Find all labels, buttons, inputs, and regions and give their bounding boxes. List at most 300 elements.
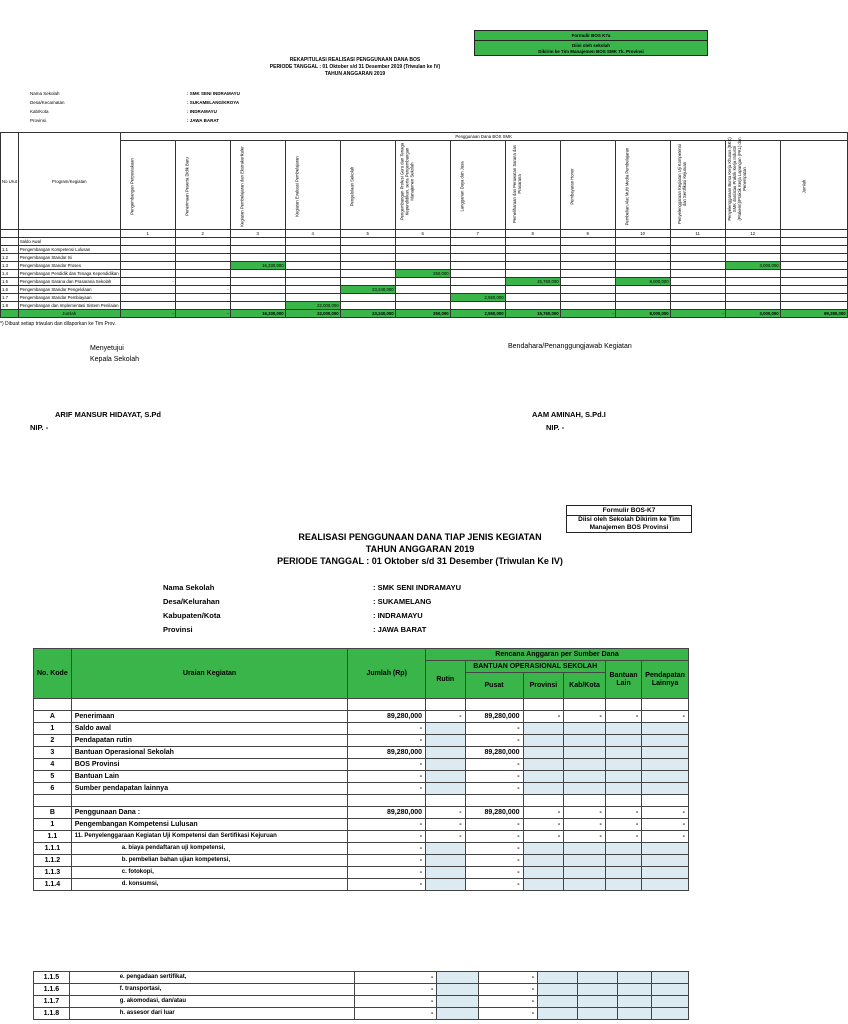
- row-cell: [725, 254, 780, 262]
- row-cell: [670, 262, 725, 270]
- col-header-text: Jumlah: [801, 179, 807, 194]
- col-header-2: [175, 141, 230, 230]
- row-label: f. transportasi,: [69, 984, 355, 996]
- row-cell: -: [120, 278, 175, 286]
- row-cell-lain: [605, 783, 641, 795]
- row-label: Bantuan Operasional Sekolah: [71, 747, 348, 759]
- row-cell-jumlah: -: [348, 879, 426, 891]
- row-cell-jumlah: -: [355, 1008, 437, 1020]
- col-header-10: [615, 141, 670, 230]
- row-cell-kab: [564, 795, 606, 807]
- row-cell-pusat: -: [465, 819, 523, 831]
- row-cell: [450, 254, 505, 262]
- row-cell: [560, 246, 615, 254]
- row-cell-lain: [617, 996, 651, 1008]
- treasurer-nip: NIP. -: [546, 423, 565, 432]
- row-cell: [340, 262, 395, 270]
- row-code: A: [34, 711, 72, 723]
- total-cell: -: [670, 310, 725, 318]
- row-cell: [120, 286, 175, 294]
- row-cell-pusat: [465, 795, 523, 807]
- col-header-1: [120, 141, 175, 230]
- realization-row: [34, 819, 689, 831]
- row-cell-lain: [605, 747, 641, 759]
- row-cell: [670, 294, 725, 302]
- col-pend-header: Pendapatan Lainnya: [642, 661, 689, 699]
- col-number: 1: [120, 230, 175, 238]
- treasurer-title: Bendahara/Penanggungjawab Kegiatan: [508, 343, 632, 350]
- row-cell-rutin: [426, 783, 466, 795]
- row-cell-pend: [651, 996, 688, 1008]
- row-cell-pusat: -: [465, 855, 523, 867]
- row-cell: [560, 286, 615, 294]
- school-identity-2: [163, 580, 463, 636]
- row-cell-kab: [564, 783, 606, 795]
- row-cell-lain: -: [605, 819, 641, 831]
- row-cell-pend: [642, 855, 689, 867]
- recap-row: [1, 270, 848, 278]
- col-kab-header: Kab/Kota: [564, 673, 606, 699]
- col-header-text: Pengembangan Perpustakaan: [129, 158, 135, 215]
- realization-row: [34, 711, 689, 723]
- col-number: 10: [615, 230, 670, 238]
- col-header-text: Pengelolaan Sekolah: [349, 166, 355, 207]
- row-code: 1.1.2: [34, 855, 72, 867]
- row-cell: [615, 246, 670, 254]
- col-number: 5: [340, 230, 395, 238]
- row-cell: [120, 254, 175, 262]
- row-cell-kab: -: [564, 807, 606, 819]
- row-label: Sumber pendapatan lainnya: [71, 783, 348, 795]
- row-cell-pusat: -: [465, 783, 523, 795]
- row-cell: [285, 246, 340, 254]
- row-cell-jumlah: -: [348, 783, 426, 795]
- row-cell-kab: -: [564, 711, 606, 723]
- realization-table-cont: [33, 971, 689, 1020]
- row-code: 2: [34, 735, 72, 747]
- row-cell: [230, 302, 285, 310]
- row-cell: [285, 286, 340, 294]
- realization-row: [34, 831, 689, 843]
- treasurer-name: AAM AMINAH, S.Pd.I: [532, 410, 606, 419]
- row-cell-kab: [564, 759, 606, 771]
- row-cell-prov: -: [523, 711, 564, 723]
- row-cell-prov: [523, 747, 564, 759]
- report-title: REKAPITULASI REALISASI PENGGUNAAN DANA BOS: [289, 57, 421, 63]
- row-cell-pend: [642, 795, 689, 807]
- row-cell: [450, 246, 505, 254]
- total-cell: 16,330,000: [230, 310, 285, 318]
- row-cell-pusat: -: [478, 996, 537, 1008]
- row-cell-pend: [642, 879, 689, 891]
- row-cell: [615, 262, 670, 270]
- identity-label: Kab/Kota: [30, 109, 49, 114]
- row-cell: 15,760,000: [505, 278, 560, 286]
- row-cell-pend: -: [642, 819, 689, 831]
- total-cell: 23,240,000: [340, 310, 395, 318]
- approval-label: Menyetujui: [90, 345, 124, 352]
- row-cell-rutin: [426, 795, 466, 807]
- row-code: 1.1.4: [34, 879, 72, 891]
- row-cell: [395, 278, 450, 286]
- col-header-13: [780, 141, 847, 230]
- row-cell-lain: [617, 1008, 651, 1020]
- row-cell: [175, 246, 230, 254]
- row-number: 1.6: [1, 286, 19, 294]
- row-cell-lain: -: [605, 807, 641, 819]
- recap-row: [1, 254, 848, 262]
- row-label: 11. Penyelenggaraan Kegiatan Uji Kompetensi dan Sertifikasi Kejuruan: [71, 831, 348, 843]
- col-program-header: Program/Kegiatan: [18, 133, 120, 230]
- report-heading-2: [250, 531, 590, 567]
- row-cell-pend: [642, 771, 689, 783]
- col-group-header: Rencana Anggaran per Sumber Dana: [426, 649, 689, 661]
- identity-label: Desa/Kelurahan: [163, 596, 220, 606]
- row-cell: [285, 278, 340, 286]
- row-cell: [340, 246, 395, 254]
- row-label: Penggunaan Dana :: [71, 807, 348, 819]
- row-cell: [340, 302, 395, 310]
- identity-label: Kabupaten/Kota: [163, 610, 221, 620]
- row-cell-jumlah: -: [348, 723, 426, 735]
- identity-value: : INDRAMAYU: [373, 610, 423, 620]
- row-cell: [120, 302, 175, 310]
- row-cell-lain: -: [605, 831, 641, 843]
- row-cell-lain: -: [605, 711, 641, 723]
- row-cell: [615, 286, 670, 294]
- identity-value: : JAWA BARAT: [373, 624, 427, 634]
- row-cell-prov: -: [523, 807, 564, 819]
- row-cell-pend: [642, 843, 689, 855]
- row-cell-rutin: -: [426, 819, 466, 831]
- row-cell-pend: [642, 867, 689, 879]
- identity-label: Provinsi: [163, 624, 193, 634]
- row-code: 1.1: [34, 831, 72, 843]
- row-cell-jumlah: -: [348, 819, 426, 831]
- row-cell: [560, 270, 615, 278]
- report-year: TAHUN ANGGARAN 2019: [324, 71, 386, 77]
- row-cell: [780, 262, 847, 270]
- row-cell-jumlah: [348, 795, 426, 807]
- row-cell-kab: [577, 1008, 617, 1020]
- row-cell: [285, 294, 340, 302]
- col-rutin-header: Rutin: [426, 661, 466, 699]
- col-code-header: No. Kode: [34, 649, 72, 699]
- row-code: 1: [34, 819, 72, 831]
- row-cell-pusat: 89,280,000: [465, 747, 523, 759]
- row-cell: [670, 254, 725, 262]
- row-label: c. fotokopi,: [71, 867, 348, 879]
- row-cell-jumlah: -: [348, 855, 426, 867]
- report-period: PERIODE TANGGAL : 01 Oktober s/d 31 Desember 2019 (Triwulan ke IV): [269, 64, 441, 70]
- col-lain-header: Bantuan Lain: [605, 661, 641, 699]
- realization-row: [34, 996, 689, 1008]
- identity-label: Nama Sekolah: [163, 582, 215, 592]
- row-cell-lain: [605, 795, 641, 807]
- row-cell: [285, 270, 340, 278]
- col-number: 9: [560, 230, 615, 238]
- row-cell: [450, 278, 505, 286]
- row-cell: [450, 286, 505, 294]
- row-cell-kab: [564, 723, 606, 735]
- realization-body-2: [34, 972, 689, 1020]
- row-cell-jumlah: -: [348, 771, 426, 783]
- row-cell-jumlah: 89,280,000: [348, 711, 426, 723]
- realization-row: [34, 984, 689, 996]
- col-jumlah-header: Jumlah (Rp): [348, 649, 426, 699]
- row-label: Pengembangan Sarana dan Prasarana Sekolah: [18, 278, 120, 286]
- row-cell-prov: [523, 843, 564, 855]
- realization-row: [34, 759, 689, 771]
- row-cell: [725, 270, 780, 278]
- row-code: 1.1.7: [34, 996, 70, 1008]
- col-header-6: [395, 141, 450, 230]
- row-cell: [670, 278, 725, 286]
- row-cell-prov: [523, 879, 564, 891]
- row-cell-pusat: 89,280,000: [465, 711, 523, 723]
- row-cell: [120, 294, 175, 302]
- row-cell-prov: -: [523, 819, 564, 831]
- row-cell: [725, 294, 780, 302]
- row-cell-kab: [577, 984, 617, 996]
- identity-label: Desa/Kecamatan: [30, 100, 65, 105]
- row-cell: [230, 254, 285, 262]
- realization-row: [34, 867, 689, 879]
- col-header-text: Penyelenggaraan Kegiatan Uji Kompetensi dan Sertifikasi Kejuruan: [676, 144, 687, 224]
- total-cell: 250,000: [395, 310, 450, 318]
- row-cell: [560, 254, 615, 262]
- identity-value: : SUKAMELANG/KROYA: [187, 100, 240, 105]
- row-label: Pengembangan Standar Isi: [18, 254, 120, 262]
- row-cell-prov: [523, 795, 564, 807]
- realization-row: [34, 747, 689, 759]
- row-cell: [780, 302, 847, 310]
- row-cell: [395, 286, 450, 294]
- signature-left: [90, 343, 139, 365]
- total-cell: -: [560, 310, 615, 318]
- row-number: 1.8: [1, 302, 19, 310]
- row-cell-pend: [651, 972, 688, 984]
- row-code: 6: [34, 783, 72, 795]
- col-prov-header: Provinsi: [523, 673, 564, 699]
- row-cell: [120, 246, 175, 254]
- row-cell: [725, 246, 780, 254]
- recap-row: [1, 246, 848, 254]
- row-cell: [725, 286, 780, 294]
- row-cell: [230, 278, 285, 286]
- row-code: 1: [34, 723, 72, 735]
- realization-row: [34, 855, 689, 867]
- row-number: 1.3: [1, 262, 19, 270]
- recap-row: [1, 278, 848, 286]
- row-code: 1.1.6: [34, 984, 70, 996]
- row-cell-rutin: [426, 759, 466, 771]
- row-cell-kab: [564, 843, 606, 855]
- row-number: 1.4: [1, 270, 19, 278]
- row-cell-lain: [605, 843, 641, 855]
- col-header-text: Pembelian Alat Multi Media Pembelajaran: [624, 147, 630, 226]
- row-cell: [505, 254, 560, 262]
- form-note-1: Diisi oleh sekolah: [571, 43, 610, 48]
- row-number: 1.2: [1, 254, 19, 262]
- row-cell-pusat: 89,280,000: [465, 807, 523, 819]
- row-cell-prov: [538, 996, 578, 1008]
- col-header-text: Penerimaan Peserta Didik Baru: [184, 157, 190, 216]
- row-cell: [505, 246, 560, 254]
- row-cell: [230, 246, 285, 254]
- row-cell: [175, 294, 230, 302]
- row-cell: [725, 278, 780, 286]
- realization-row: [34, 972, 689, 984]
- realization-row: [34, 807, 689, 819]
- row-cell-prov: -: [523, 831, 564, 843]
- row-cell-kab: -: [564, 831, 606, 843]
- form-note-2: Dikirim ke Tim Manajemen BOS SMK Tk. Provinsi: [538, 49, 644, 54]
- row-cell-prov: [523, 759, 564, 771]
- row-number: 1.5: [1, 278, 19, 286]
- row-cell: [615, 294, 670, 302]
- row-number: 1.7: [1, 294, 19, 302]
- row-cell-kab: [577, 972, 617, 984]
- row-cell: [780, 246, 847, 254]
- row-cell: [780, 278, 847, 286]
- row-cell-pend: [651, 1008, 688, 1020]
- principal-title: Kepala Sekolah: [90, 356, 140, 363]
- row-label: Pengembangan Pendidik dan Tenaga Kependidikan: [19, 271, 119, 276]
- recap-body: [1, 246, 848, 310]
- row-code: 1.1.8: [34, 1008, 70, 1020]
- row-cell: 23,240,000: [340, 286, 395, 294]
- row-cell-lain: [605, 735, 641, 747]
- total-cell: -: [175, 310, 230, 318]
- row-cell-prov: [523, 771, 564, 783]
- col-number: 11: [670, 230, 725, 238]
- col-no-header: No Urut: [1, 133, 19, 230]
- identity-value: : INDRAMAYU: [187, 109, 217, 114]
- col-number: 3: [230, 230, 285, 238]
- row-cell-rutin: [437, 972, 479, 984]
- realization-row: [34, 843, 689, 855]
- school-identity: [30, 89, 290, 125]
- row-cell-pusat: -: [465, 771, 523, 783]
- total-cell: 2,550,000: [450, 310, 505, 318]
- row-label: [71, 795, 348, 807]
- row-cell: [395, 262, 450, 270]
- row-cell-lain: [605, 723, 641, 735]
- row-label: Bantuan Lain: [71, 771, 348, 783]
- row-cell-rutin: -: [426, 711, 466, 723]
- recap-row: [1, 286, 848, 294]
- row-cell: [560, 302, 615, 310]
- row-cell-pend: [642, 723, 689, 735]
- row-cell: [670, 302, 725, 310]
- row-cell-jumlah: -: [348, 735, 426, 747]
- row-cell: 16,330,000: [230, 262, 285, 270]
- row-cell: [230, 270, 285, 278]
- principal-nip: NIP. -: [30, 423, 49, 432]
- group-header: Penggunaan Dana BOS SMK: [120, 133, 847, 141]
- col-header-5: [340, 141, 395, 230]
- row-cell-lain: [617, 972, 651, 984]
- row-cell-rutin: [426, 843, 466, 855]
- col-header-11: [670, 141, 725, 230]
- row-cell-prov: [523, 867, 564, 879]
- row-cell: [505, 262, 560, 270]
- row-cell-kab: [564, 747, 606, 759]
- row-cell-prov: [523, 855, 564, 867]
- row-cell-pusat: -: [465, 735, 523, 747]
- row-label: Penerimaan: [71, 711, 348, 723]
- row-cell-jumlah: -: [355, 972, 437, 984]
- row-cell-pend: [642, 747, 689, 759]
- row-cell-jumlah: -: [348, 843, 426, 855]
- realization-row: [34, 783, 689, 795]
- col-number: 4: [285, 230, 340, 238]
- col-number: 12: [725, 230, 780, 238]
- form-code-box-2: [566, 505, 692, 533]
- row-label: Pengembangan Standar Proses: [18, 262, 120, 270]
- realization-row: [34, 879, 689, 891]
- row-cell-lain: [605, 867, 641, 879]
- row-cell-rutin: [437, 996, 479, 1008]
- col-header-12: [725, 137, 780, 230]
- row-cell-rutin: [426, 735, 466, 747]
- recap-row: [1, 294, 848, 302]
- row-cell: [505, 286, 560, 294]
- row-label: Pengembangan Kompetensi Lulusan: [71, 819, 348, 831]
- row-cell: [505, 270, 560, 278]
- vertical-header-row: [1, 141, 848, 230]
- row-cell: [560, 262, 615, 270]
- row-cell-kab: [564, 771, 606, 783]
- row-code: [34, 795, 72, 807]
- row-cell: [340, 294, 395, 302]
- footnote: *) Dibuat setiap triwulan dan dilaporkan ke Tim Prov.: [0, 321, 116, 327]
- row-cell: [395, 302, 450, 310]
- row-cell-jumlah: 89,280,000: [348, 747, 426, 759]
- row-label: e. pengadaan sertifikat,: [69, 972, 355, 984]
- row-cell-jumlah: -: [355, 984, 437, 996]
- row-cell: [725, 302, 780, 310]
- row-cell-lain: [605, 759, 641, 771]
- row-cell: [340, 270, 395, 278]
- row-cell: [780, 254, 847, 262]
- recap-table: [0, 132, 848, 318]
- saldo-awal-label: Saldo Awal: [18, 238, 120, 246]
- realization-row: [34, 795, 689, 807]
- total-cell: 22,000,000: [285, 310, 340, 318]
- row-cell-prov: [538, 972, 578, 984]
- principal-name: ARIF MANSUR HIDAYAT, S.Pd: [55, 410, 161, 419]
- row-cell-lain: [617, 984, 651, 996]
- identity-value: : SMK SENI INDRAMAYU: [187, 91, 240, 96]
- row-label: Pengembangan dan Implementasi Sistem Penilaian: [19, 303, 119, 308]
- row-cell-rutin: [426, 747, 466, 759]
- col-number: 7: [450, 230, 505, 238]
- row-code: 1.1.5: [34, 972, 70, 984]
- row-cell-pusat: -: [465, 723, 523, 735]
- row-cell-rutin: [437, 984, 479, 996]
- realization-row: [34, 1008, 689, 1020]
- report-heading: [200, 57, 510, 78]
- column-number-row: [1, 230, 848, 238]
- row-cell-pusat: -: [465, 831, 523, 843]
- identity-value: : SUKAMELANG: [373, 596, 432, 606]
- col-bos-header: BANTUAN OPERASIONAL SEKOLAH: [465, 661, 605, 673]
- row-cell-jumlah: 89,280,000: [348, 807, 426, 819]
- col-header-text: Pembayaran Honor: [569, 168, 575, 205]
- row-cell: [285, 262, 340, 270]
